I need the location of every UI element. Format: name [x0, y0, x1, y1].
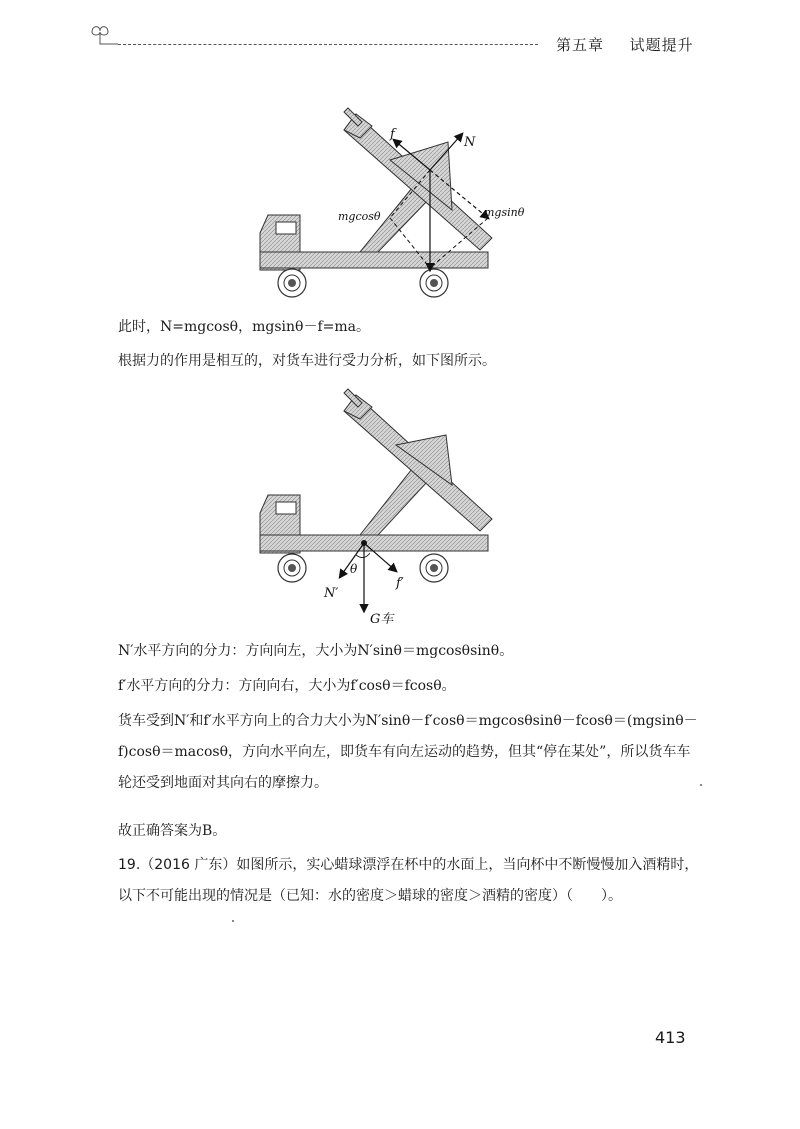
- label-N-prime: N′: [324, 586, 339, 601]
- page-header: [0, 0, 800, 60]
- wheel-left: [278, 269, 306, 297]
- label-f-prime: f′: [396, 576, 404, 591]
- chassis: [260, 252, 488, 268]
- question-19: [88, 850, 703, 912]
- section-label: 试题提升: [629, 36, 694, 54]
- answer-line: 故正确答案为B。: [118, 823, 227, 839]
- header-rule: [118, 44, 538, 45]
- wheel-left-2: [278, 554, 306, 582]
- label-f: f: [390, 127, 395, 142]
- speck-1: [700, 784, 702, 786]
- header-title: [556, 34, 694, 55]
- text-line-2: 根据力的作用是相互的，对货车进行受力分析，如下图所示。: [118, 353, 496, 369]
- figure-1: [240, 100, 525, 310]
- label-theta: θ: [350, 562, 358, 576]
- wheel-right: [420, 269, 448, 297]
- page-number: 413: [655, 1028, 686, 1047]
- question-19-text: 19.（2016 广东）如图所示，实心蜡球漂浮在杯中的水面上，当向杯中不断慢慢加入酒精时，以下不可能出现的情况是（已知：水的密度＞蜡球的密度＞酒精的密度）（ ）。: [118, 857, 699, 904]
- text-line-1: 此时，N=mgcosθ，mgsinθ－f=ma。: [118, 319, 370, 335]
- label-G: G车: [370, 612, 394, 627]
- paragraph-resultant: [88, 706, 703, 799]
- text-line-3: N′水平方向的分力：方向向左，大小为N′sinθ＝mgcosθsinθ。: [118, 643, 514, 659]
- figure-2: [240, 385, 520, 635]
- wheel-right-2: [420, 554, 448, 582]
- chapter-label: 第五章: [556, 36, 605, 54]
- paragraph-resultant-text: 货车受到N′和f′水平方向上的合力大小为N′sinθ－f′cosθ＝mgcosθsinθ－fcosθ＝(mgsinθ－f)cosθ＝macosθ，方向水平向左，即货车有向左运动的趋势，但其“停在某处”，所以货车车轮还受到地面对其向右的摩擦力。: [118, 713, 698, 791]
- text-line-4: f′水平方向的分力：方向向右，大小为f′cosθ＝fcosθ。: [118, 678, 456, 694]
- speck-2: [232, 920, 234, 922]
- label-N: N: [464, 135, 476, 150]
- label-mgsin: mgsinθ: [484, 206, 525, 219]
- leaf-icon: [88, 22, 118, 48]
- label-mgcos: mgcosθ: [338, 210, 381, 223]
- cab-window: [276, 222, 296, 234]
